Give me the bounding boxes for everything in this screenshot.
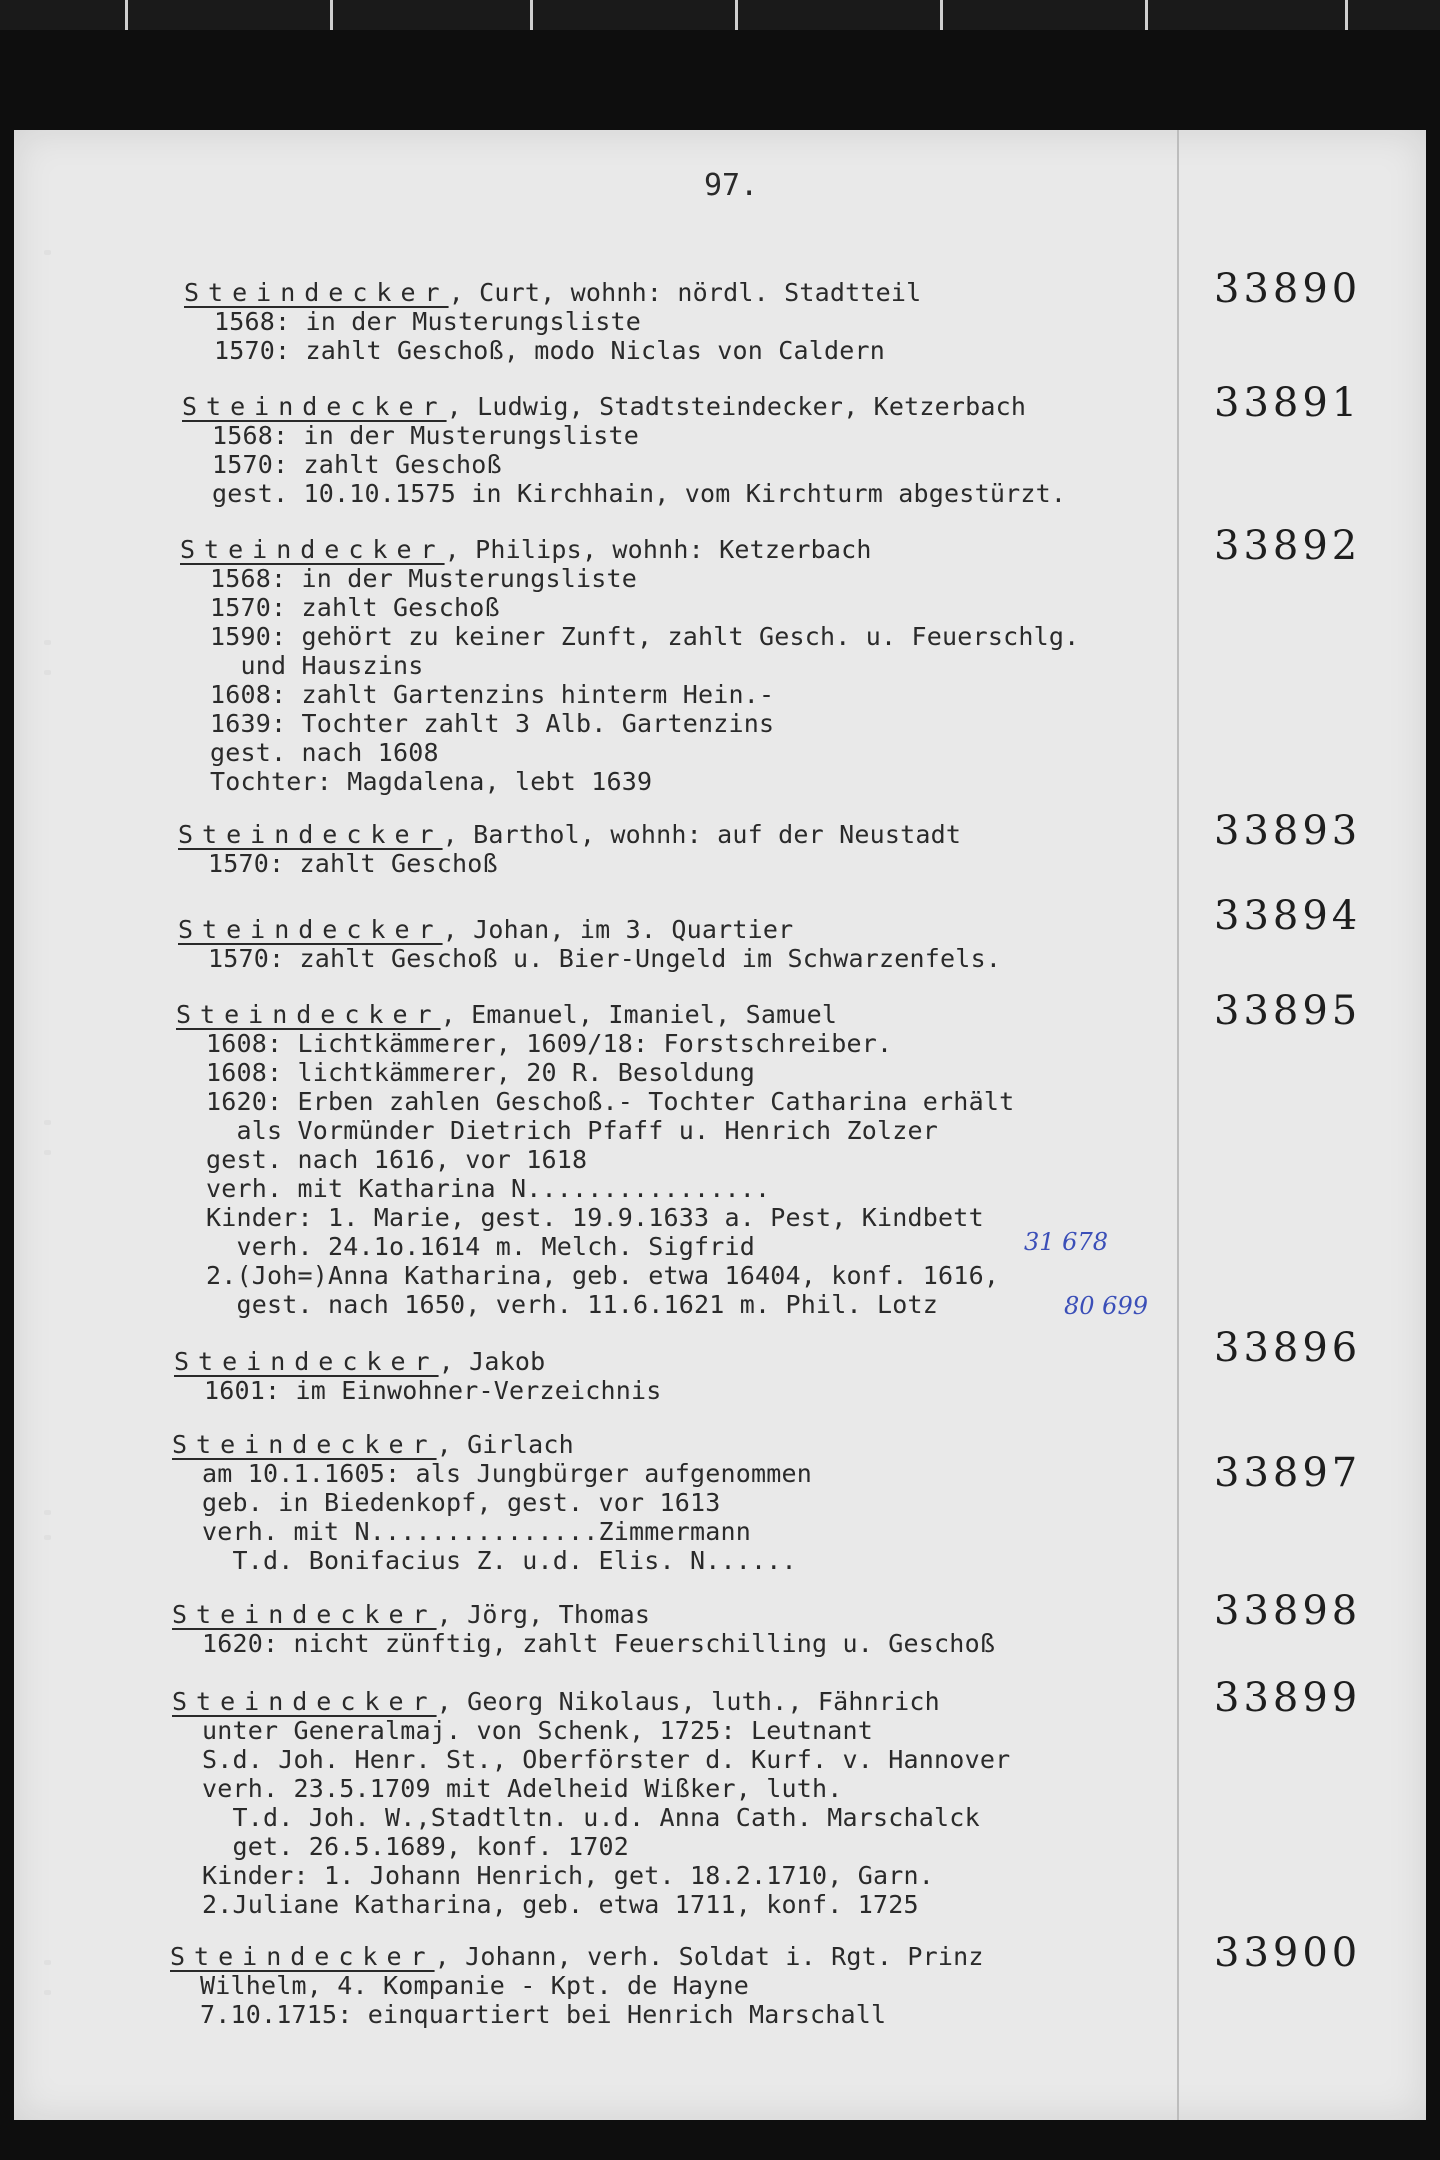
entry-line: T.d. Joh. W.,Stadtltn. u.d. Anna Cath. Marschalck (202, 1803, 980, 1832)
document-page (14, 130, 1426, 2120)
entry-line: 2.Juliane Katharina, geb. etwa 1711, konf. 1725 (202, 1890, 919, 1919)
surname: Steindecker (172, 1600, 437, 1629)
punch-mark (44, 250, 51, 255)
surname: Steindecker (184, 278, 449, 307)
entry-number: 33900 (1214, 1930, 1362, 1976)
entry-line: get. 26.5.1689, konf. 1702 (202, 1832, 630, 1861)
entry-line: 1568: in der Musterungsliste (212, 421, 640, 450)
entry-number: 33893 (1214, 808, 1362, 854)
punch-mark (44, 1150, 51, 1155)
entry-line: 1590: gehört zu keiner Zunft, zahlt Gesch. u. Feuerschlg. (210, 622, 1080, 651)
punch-mark (44, 640, 51, 645)
entry-line: 2.(Joh=)Anna Katharina, geb. etwa 16404, konf. 1616, (206, 1261, 1000, 1290)
punch-mark (44, 670, 51, 675)
punch-mark (44, 1960, 51, 1965)
page-number: 97. (704, 168, 759, 203)
surname: Steindecker (178, 915, 443, 944)
entry-line: Wilhelm, 4. Kompanie - Kpt. de Hayne (200, 1971, 750, 2000)
entry-line: unter Generalmaj. von Schenk, 1725: Leutnant (202, 1716, 874, 1745)
entry-line: 1608: Lichtkämmerer, 1609/18: Forstschreiber. (206, 1029, 893, 1058)
entry-line: am 10.1.1605: als Jungbürger aufgenommen (202, 1459, 813, 1488)
entry-line: 1570: zahlt Geschoß, modo Niclas von Caldern (214, 336, 886, 365)
entry-line: 1570: zahlt Geschoß (212, 450, 502, 479)
surname: Steindecker (180, 535, 445, 564)
entry-line: 1639: Tochter zahlt 3 Alb. Gartenzins (210, 709, 775, 738)
entry-line: T.d. Bonifacius Z. u.d. Elis. N...... (202, 1546, 797, 1575)
surname: Steindecker (176, 1000, 441, 1029)
entry-line: gest. 10.10.1575 in Kirchhain, vom Kirchturm abgestürzt. (212, 479, 1067, 508)
surname: Steindecker (174, 1347, 439, 1376)
entry-number: 33896 (1214, 1325, 1362, 1371)
entry-line: 1568: in der Musterungsliste (214, 307, 642, 336)
margin-rule (1177, 130, 1179, 2120)
punch-mark (44, 1535, 51, 1540)
surname: Steindecker (170, 1942, 435, 1971)
entry-line: gest. nach 1616, vor 1618 (206, 1145, 588, 1174)
entry-line: 1601: im Einwohner-Verzeichnis (204, 1376, 662, 1405)
entry-line: 1620: Erben zahlen Geschoß.- Tochter Catharina erhält (206, 1087, 1015, 1116)
film-tick (530, 0, 533, 30)
film-tick (735, 0, 738, 30)
film-tick (125, 0, 128, 30)
entry-heading: Steindecker, Johan, im 3. Quartier (178, 915, 794, 944)
film-tick (330, 0, 333, 30)
surname: Steindecker (172, 1687, 437, 1716)
entry-number: 33890 (1214, 266, 1362, 312)
entry-line: gest. nach 1608 (210, 738, 439, 767)
entry-line: 1570: zahlt Geschoß u. Bier-Ungeld im Schwarzenfels. (208, 944, 1002, 973)
entry-line: verh. mit Katharina N................ (206, 1174, 771, 1203)
film-edge-strip (0, 0, 1440, 30)
entry-heading: Steindecker, Johann, verh. Soldat i. Rgt. Prinz (170, 1942, 984, 1971)
entry-heading: Steindecker, Jörg, Thomas (172, 1600, 651, 1629)
surname: Steindecker (182, 392, 447, 421)
entry-heading: Steindecker, Ludwig, Stadtsteindecker, Ketzerbach (182, 392, 1027, 421)
film-tick (1345, 0, 1348, 30)
entry-line: und Hauszins (210, 651, 424, 680)
entry-line: 1608: lichtkämmerer, 20 R. Besoldung (206, 1058, 756, 1087)
entry-line: 1570: zahlt Geschoß (210, 593, 500, 622)
entry-heading: Steindecker, Philips, wohnh: Ketzerbach (180, 535, 872, 564)
entry-heading: Steindecker, Emanuel, Imaniel, Samuel (176, 1000, 838, 1029)
entry-number: 33895 (1214, 988, 1362, 1034)
entry-number: 33897 (1214, 1450, 1362, 1496)
entry-number: 33892 (1214, 523, 1362, 569)
handwritten-annotation: 80 699 (1064, 1292, 1148, 1320)
surname: Steindecker (178, 820, 443, 849)
punch-mark (44, 1510, 51, 1515)
film-tick (940, 0, 943, 30)
entry-heading: Steindecker, Curt, wohnh: nördl. Stadtteil (184, 278, 922, 307)
punch-mark (44, 1990, 51, 1995)
entry-line: als Vormünder Dietrich Pfaff u. Henrich Zolzer (206, 1116, 939, 1145)
entry-line: geb. in Biedenkopf, gest. vor 1613 (202, 1488, 721, 1517)
entry-line: S.d. Joh. Henr. St., Oberförster d. Kurf. v. Hannover (202, 1745, 1011, 1774)
entry-heading: Steindecker, Barthol, wohnh: auf der Neustadt (178, 820, 962, 849)
entry-line: 1568: in der Musterungsliste (210, 564, 638, 593)
film-tick (1145, 0, 1148, 30)
surname: Steindecker (172, 1430, 437, 1459)
entry-heading: Steindecker, Jakob (174, 1347, 546, 1376)
entry-line: verh. mit N...............Zimmermann (202, 1517, 752, 1546)
entry-heading: Steindecker, Georg Nikolaus, luth., Fähnrich (172, 1687, 940, 1716)
entry-number: 33894 (1214, 893, 1362, 939)
entry-line: 1570: zahlt Geschoß (208, 849, 498, 878)
entry-heading: Steindecker, Girlach (172, 1430, 574, 1459)
punch-mark (44, 1120, 51, 1125)
entry-line: gest. nach 1650, verh. 11.6.1621 m. Phil. Lotz (206, 1290, 939, 1319)
entry-line: 1608: zahlt Gartenzins hinterm Hein.- (210, 680, 775, 709)
entry-line: 1620: nicht zünftig, zahlt Feuerschilling u. Geschoß (202, 1629, 996, 1658)
entry-line: Kinder: 1. Johann Henrich, get. 18.2.1710, Garn. (202, 1861, 935, 1890)
entry-line: Kinder: 1. Marie, gest. 19.9.1633 a. Pest, Kindbett (206, 1203, 984, 1232)
entry-line: Tochter: Magdalena, lebt 1639 (210, 767, 653, 796)
handwritten-annotation: 31 678 (1024, 1228, 1108, 1256)
entry-number: 33891 (1214, 380, 1362, 426)
entry-line: verh. 24.1o.1614 m. Melch. Sigfrid (206, 1232, 756, 1261)
entry-line: 7.10.1715: einquartiert bei Henrich Marschall (200, 2000, 887, 2029)
entry-number: 33898 (1214, 1588, 1362, 1634)
entry-line: verh. 23.5.1709 mit Adelheid Wißker, luth. (202, 1774, 843, 1803)
entry-number: 33899 (1214, 1675, 1362, 1721)
